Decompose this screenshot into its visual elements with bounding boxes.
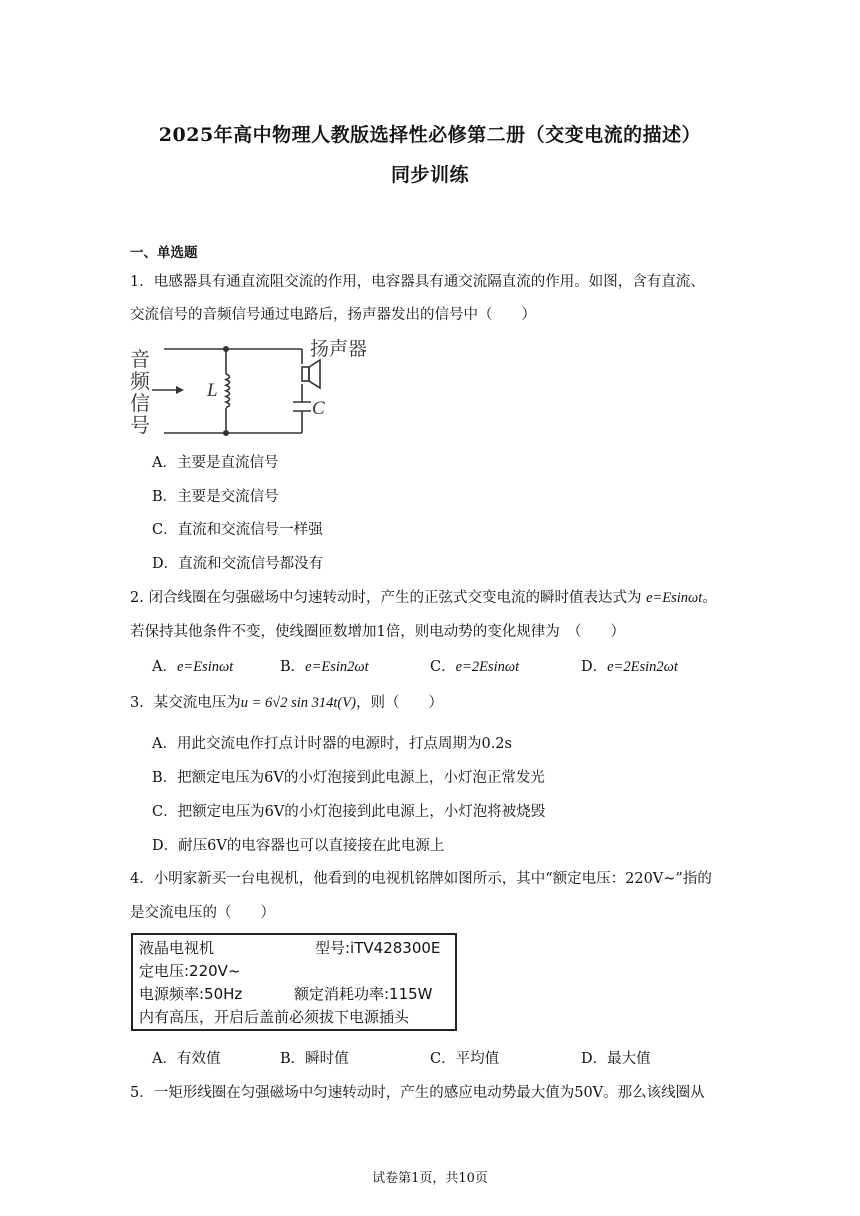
q1-stem-line2: 交流信号的音频信号通过电路后，扬声器发出的信号中（ ） <box>130 307 536 323</box>
nameplate-voltage: 定电压:220V~ <box>139 962 241 980</box>
q3-formula: u = 6√2 sin 314t(V) <box>240 695 356 711</box>
nameplate-model: 型号:iTV428300E <box>315 939 441 957</box>
q3-option-a[interactable]: A．用此交流电作打点计时器的电源时，打点周期为0.2s <box>152 736 512 752</box>
option-expression: e=Esinωt <box>176 659 234 675</box>
page-title: 2025年高中物理人教版选择性必修第二册（交变电流的描述） <box>158 124 702 146</box>
nameplate-power: 额定消耗功率:115W <box>294 985 433 1003</box>
option-letter: B． <box>280 659 306 675</box>
section-heading: 一、单选题 <box>130 245 198 261</box>
q4-stem-line1: 4．小明家新买一台电视机，他看到的电视机铭牌如图所示，其中“额定电压：220V~”指的 <box>130 871 712 887</box>
input-label-char: 频 <box>130 371 150 393</box>
nameplate-warning: 内有高压，开启后盖前必须拔下电源插头 <box>139 1008 410 1026</box>
page-footer: 试卷第1页，共10页 <box>372 1171 488 1186</box>
q1-option-a[interactable]: A．主要是直流信号 <box>152 455 279 471</box>
q2-stem-text: 2. 闭合线圈在匀强磁场中匀速转动时，产生的正弦式交变电流的瞬时值表达式为 <box>130 590 642 606</box>
q4-option-a[interactable]: A．有效值 <box>152 1051 221 1067</box>
q4-option-c[interactable]: C．平均值 <box>430 1051 500 1067</box>
option-expression: e=2Esin2ωt <box>607 659 678 675</box>
circuit-diagram <box>128 336 388 440</box>
q2-option-b[interactable] <box>280 655 369 676</box>
tv-nameplate <box>131 933 457 1031</box>
q4-stem-line2: 是交流电压的（ ） <box>130 905 275 921</box>
q5-stem-line1: 5．一矩形线圈在匀强磁场中匀速转动时，产生的感应电动势最大值为50V。那么该线圈从 <box>130 1085 705 1101</box>
option-letter: A． <box>152 659 177 675</box>
input-label-char: 号 <box>130 415 150 437</box>
q1-option-c[interactable]: C．直流和交流信号一样强 <box>152 522 323 538</box>
q2-stem-line1 <box>130 586 717 607</box>
q3-option-b[interactable]: B．把额定电压为6V的小灯泡接到此电源上，小灯泡正常发光 <box>152 770 545 786</box>
q2-expression: e=Esinωt <box>646 590 703 606</box>
input-label-char: 音 <box>130 349 150 371</box>
q3-stem <box>130 691 443 712</box>
q3-option-c[interactable]: C．把额定电压为6V的小灯泡接到此电源上，小灯泡将被烧毁 <box>152 804 546 820</box>
speaker-icon <box>302 360 320 388</box>
q2-stem-line2: 若保持其他条件不变，使线圈匝数增加1倍，则电动势的变化规律为 （ ） <box>130 624 625 640</box>
arrow-icon <box>152 386 184 394</box>
page-subtitle: 同步训练 <box>390 164 469 186</box>
q2-option-a[interactable] <box>152 655 233 676</box>
option-letter: D． <box>581 659 608 675</box>
input-label-char: 信 <box>130 393 150 415</box>
inductor-label: L <box>207 380 218 401</box>
q1-stem-line1: 1．电感器具有通直流阻交流的作用，电容器具有通交流隔直流的作用。如图，含有直流、 <box>130 274 705 290</box>
q4-option-d[interactable]: D．最大值 <box>581 1051 651 1067</box>
q3-option-d[interactable]: D．耐压6V的电容器也可以直接接在此电源上 <box>152 838 445 854</box>
option-expression: e=2Esinωt <box>455 659 520 675</box>
q4-option-b[interactable]: B．瞬时值 <box>280 1051 349 1067</box>
nameplate-product: 液晶电视机 <box>139 939 215 957</box>
q2-option-c[interactable] <box>430 655 519 676</box>
nameplate-frequency: 电源频率:50Hz <box>139 985 243 1003</box>
q3-prefix: 3．某交流电压为 <box>130 695 241 711</box>
q1-option-b[interactable]: B．主要是交流信号 <box>152 489 279 505</box>
circuit-wires <box>164 349 311 433</box>
capacitor-label: C <box>312 398 325 419</box>
inductor-coil <box>226 374 230 408</box>
option-letter: C． <box>430 659 456 675</box>
q1-option-d[interactable]: D．直流和交流信号都没有 <box>152 556 324 572</box>
option-expression: e=Esin2ωt <box>305 659 369 675</box>
q2-stem-end: 。 <box>702 590 717 606</box>
speaker-label: 扬声器 <box>310 339 368 360</box>
q2-option-d[interactable] <box>581 655 678 676</box>
q3-suffix: ，则（ ） <box>355 695 443 711</box>
